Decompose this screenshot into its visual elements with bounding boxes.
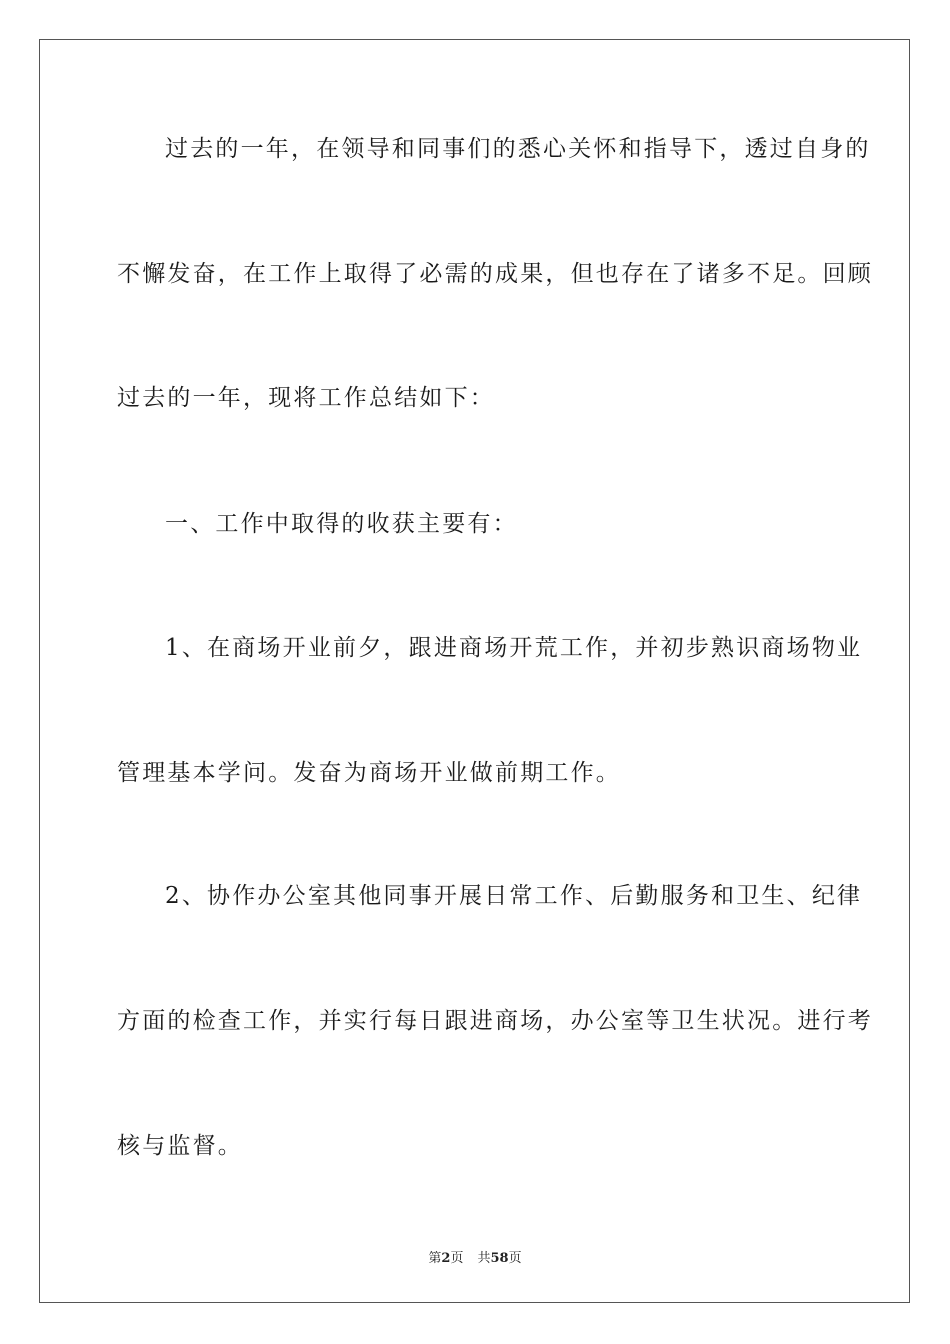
paragraph-line: 方面的检查工作，并实行每日跟进商场，办公室等卫生状况。进行考 — [117, 1008, 873, 1034]
footer-page-prefix: 第 — [428, 1251, 442, 1266]
footer-page-number: 2 — [441, 1251, 451, 1266]
footer-page-suffix: 页 — [450, 1251, 464, 1266]
paragraph-line: 核与监督。 — [117, 1133, 243, 1159]
paragraph-line: 2、协作办公室其他同事开展日常工作、后勤服务和卫生、纪律 — [165, 883, 863, 909]
section-heading: 一、工作中取得的收获主要有： — [165, 511, 518, 537]
paragraph-line: 1、在商场开业前夕，跟进商场开荒工作，并初步熟识商场物业 — [165, 635, 863, 661]
paragraph-line: 过去的一年，现将工作总结如下： — [117, 385, 495, 411]
paragraph-line: 管理基本学问。发奋为商场开业做前期工作。 — [117, 760, 621, 786]
footer-total-prefix: 共 — [477, 1251, 491, 1266]
footer-total-suffix: 页 — [508, 1251, 522, 1266]
page-border — [39, 39, 910, 1303]
paragraph-line: 不懈发奋，在工作上取得了必需的成果，但也存在了诸多不足。回顾 — [117, 261, 873, 287]
page-footer — [0, 1247, 950, 1266]
paragraph-line: 过去的一年，在领导和同事们的悉心关怀和指导下，透过自身的 — [165, 136, 871, 162]
footer-total-pages: 58 — [490, 1251, 509, 1266]
